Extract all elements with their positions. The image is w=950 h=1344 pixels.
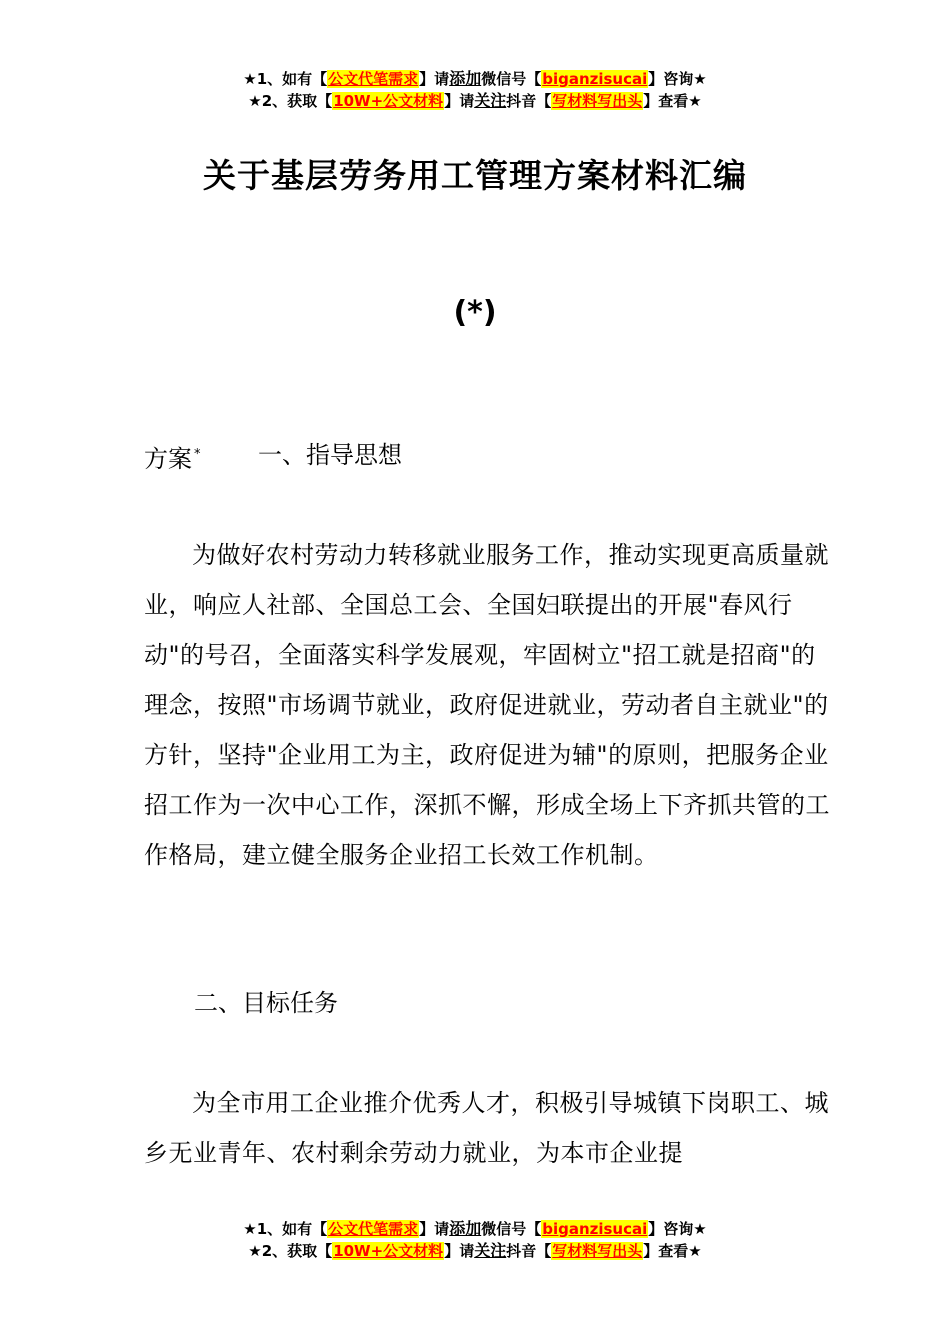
document-title: 关于基层劳务用工管理方案材料汇编 <box>203 156 747 195</box>
promo-banner-bottom <box>0 1218 950 1262</box>
plan-label-text: 方案 <box>144 445 192 473</box>
promo-text: 抖音【 <box>506 1242 552 1260</box>
promo-highlight: 10W+公文材料 <box>333 1242 444 1260</box>
plan-label <box>144 440 201 474</box>
promo-text: ★2、获取【 <box>248 1242 333 1260</box>
promo-text: 】咨询★ <box>648 70 707 88</box>
promo-text: 微信号【 <box>481 1220 542 1238</box>
promo-wechat-id: biganzisucai <box>542 70 648 88</box>
section-1-body <box>144 530 834 880</box>
section-2-paragraph: 为全市用工企业推介优秀人才，积极引导城镇下岗职工、城乡无业青年、农村剩余劳动力就业，为本市企业提 <box>144 1089 829 1167</box>
section-1-paragraph: 为做好农村劳动力转移就业服务工作，推动实现更高质量就业，响应人社部、全国总工会、全国妇联提出的开展"春风行动"的号召，全面落实科学发展观，牢固树立"招工就是招商"的理念，按照"市场调节就业，政府促进就业，劳动者自主就业"的方针，坚持"企业用工为主，政府促进为辅"的原则，把服务企业招工作为一次中心工作，深抓不懈，形成全场上下齐抓共管的工作格局，建立健全服务企业招工长效工作机制。 <box>144 541 830 869</box>
section-2-body <box>144 1078 834 1178</box>
promo-wechat-id: biganzisucai <box>542 1220 648 1238</box>
section-2-heading: 二、目标任务 <box>194 989 338 1017</box>
promo-line-1 <box>0 68 950 90</box>
promo-emphasis: 添加 <box>449 1219 482 1238</box>
promo-line-1 <box>0 1218 950 1240</box>
promo-line-2 <box>0 90 950 112</box>
promo-banner-top <box>0 68 950 112</box>
promo-text: 】咨询★ <box>648 1220 707 1238</box>
promo-text: 抖音【 <box>506 92 552 110</box>
promo-text: ★1、如有【 <box>243 70 328 88</box>
promo-text: 微信号【 <box>481 70 542 88</box>
section-number: (*) <box>453 295 497 330</box>
promo-emphasis: 关注 <box>474 1241 507 1260</box>
promo-douyin-id: 写材料写出头 <box>552 92 643 110</box>
plan-mark: * <box>194 447 201 462</box>
section-1-heading: 一、指导思想 <box>258 441 402 469</box>
promo-emphasis: 添加 <box>449 69 482 88</box>
promo-text: ★1、如有【 <box>243 1220 328 1238</box>
promo-highlight: 公文代笔需求 <box>328 1220 419 1238</box>
promo-highlight: 公文代笔需求 <box>328 70 419 88</box>
promo-highlight: 10W+公文材料 <box>333 92 444 110</box>
promo-text: 】请 <box>419 1220 450 1238</box>
promo-text: 】请 <box>444 1242 475 1260</box>
promo-text: 】请 <box>444 92 475 110</box>
promo-text: 】请 <box>419 70 450 88</box>
promo-text: 】查看★ <box>643 1242 702 1260</box>
promo-line-2 <box>0 1240 950 1262</box>
promo-text: ★2、获取【 <box>248 92 333 110</box>
promo-douyin-id: 写材料写出头 <box>552 1242 643 1260</box>
promo-text: 】查看★ <box>643 92 702 110</box>
promo-emphasis: 关注 <box>474 91 507 110</box>
